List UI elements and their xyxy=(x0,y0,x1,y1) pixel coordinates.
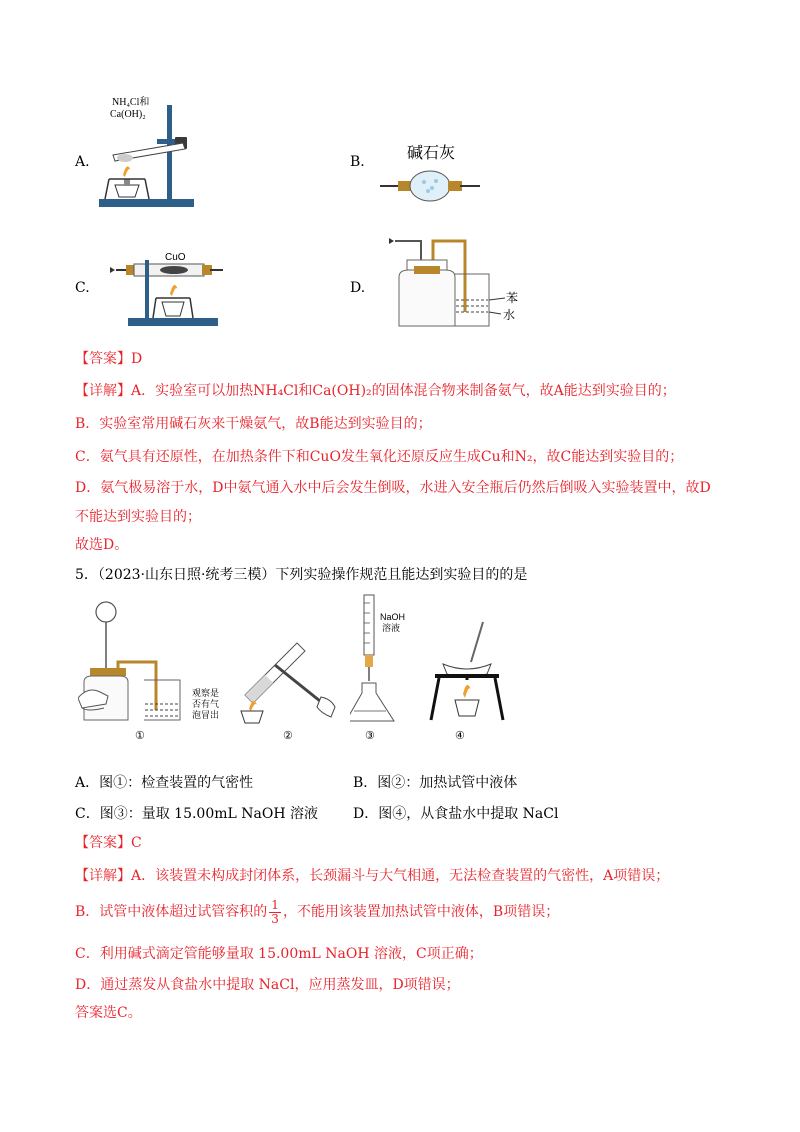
figure-3-label: ③ xyxy=(365,729,375,742)
figure-4-label: ④ xyxy=(455,729,465,742)
figure-3-label-solution: 溶液 xyxy=(382,624,401,634)
figure-c-label: CuO xyxy=(165,252,186,263)
figure-4-evaporation xyxy=(425,620,510,725)
option-b-letter: B. xyxy=(350,154,365,170)
option-c-letter: C. xyxy=(75,280,90,296)
q4-detail-tag: 【详解】 xyxy=(75,383,131,399)
q5-detail-text-2-pre: B．试管中液体超过试管容积的 xyxy=(75,904,268,920)
q4-detail-line3: C．氨气具有还原性，在加热条件下和CuO发生氧化还原反应生成Cu和N₂，故C能达到实验目的； xyxy=(75,449,684,465)
q5-answer-value: C xyxy=(131,835,142,851)
q5-option-d: D．图④，从食盐水中提取 NaCl xyxy=(353,806,559,822)
q5-option-c: C．图③：量取 15.00mL NaOH 溶液 xyxy=(75,806,318,822)
q5-detail-line4: D．通过蒸发从食盐水中提取 NaCl，应用蒸发皿，D项错误； xyxy=(75,977,460,993)
q4-detail-line5: 不能达到实验目的； xyxy=(75,509,201,525)
q5-stem: 5．（2023·山东日照·统考三模）下列实验操作规范且能达到实验目的的是 xyxy=(75,567,528,583)
figure-2-label: ② xyxy=(283,729,293,742)
figure-d-label-benzene: 苯 xyxy=(506,291,519,305)
stand-rod xyxy=(167,105,172,201)
q4-detail-text-1: A．实验室可以加热NH₄Cl和Ca(OH)₂的固体混合物来制备氨气，故A能达到实验目的； xyxy=(131,383,676,399)
q4-detail-line4: D．氨气极易溶于水，D中氨气通入水中后会发生倒吸，水进入安全瓶后仍然后倒吸入实验装置中，故D xyxy=(75,480,711,496)
figure-1-note-2: 否有气 xyxy=(192,700,220,710)
option-d-letter: D. xyxy=(350,280,366,296)
q5-option-b: B．图②：加热试管中液体 xyxy=(353,775,518,791)
option-a-letter: A. xyxy=(75,154,90,170)
figure-1-note-1: 观察是 xyxy=(192,689,220,699)
q4-answer-value: D xyxy=(131,351,143,367)
figure-b-label: 碱石灰 xyxy=(407,143,456,162)
flame xyxy=(123,166,131,177)
q5-answer-tag: 【答案】 xyxy=(75,835,131,851)
q4-detail-line6: 故选D。 xyxy=(75,537,129,553)
figure-c-cuo-tube xyxy=(98,260,228,328)
figure-a-label-1: NH₄Cl和 xyxy=(112,97,150,108)
q5-option-a: A．图①：检查装置的气密性 xyxy=(75,775,254,791)
q5-detail-line5: 答案选C。 xyxy=(75,1005,142,1021)
fraction-denominator: 3 xyxy=(271,911,279,926)
stand-base xyxy=(99,199,194,207)
figure-d-label-water: 水 xyxy=(503,308,516,322)
figure-2-heating-tube xyxy=(235,635,345,725)
q4-detail-line2: B．实验室常用碱石灰来干燥氨气，故B能达到实验目的； xyxy=(75,416,432,432)
q5-detail-text-2-post: ，不能用该装置加热试管中液体，B项错误； xyxy=(282,904,560,920)
figure-d-absorption xyxy=(377,232,517,332)
q4-answer xyxy=(75,349,142,369)
figure-1-label: ① xyxy=(135,729,145,742)
figure-1-note-3: 泡冒出 xyxy=(192,711,220,721)
one-third-fraction xyxy=(269,899,281,926)
q4-detail-line1 xyxy=(75,381,676,401)
figure-3-label-naoh: NaOH xyxy=(380,612,406,622)
q5-detail-line3: C．利用碱式滴定管能够量取 15.00mL NaOH 溶液，C项正确； xyxy=(75,946,483,962)
fraction-numerator: 1 xyxy=(271,897,279,912)
q5-detail-text-1: A．该装置未构成封闭体系，长颈漏斗与大气相通，无法检查装置的气密性，A项错误； xyxy=(131,868,670,884)
figure-b-drying-tube xyxy=(380,168,480,204)
q5-detail-line1 xyxy=(75,866,669,886)
q5-detail-line2 xyxy=(75,898,559,926)
q5-answer xyxy=(75,833,142,853)
alcohol-lamp xyxy=(115,185,139,197)
q4-answer-tag: 【答案】 xyxy=(75,351,131,367)
figure-a-label-2: Ca(OH)₂ xyxy=(110,109,146,120)
q5-detail-tag: 【详解】 xyxy=(75,868,131,884)
